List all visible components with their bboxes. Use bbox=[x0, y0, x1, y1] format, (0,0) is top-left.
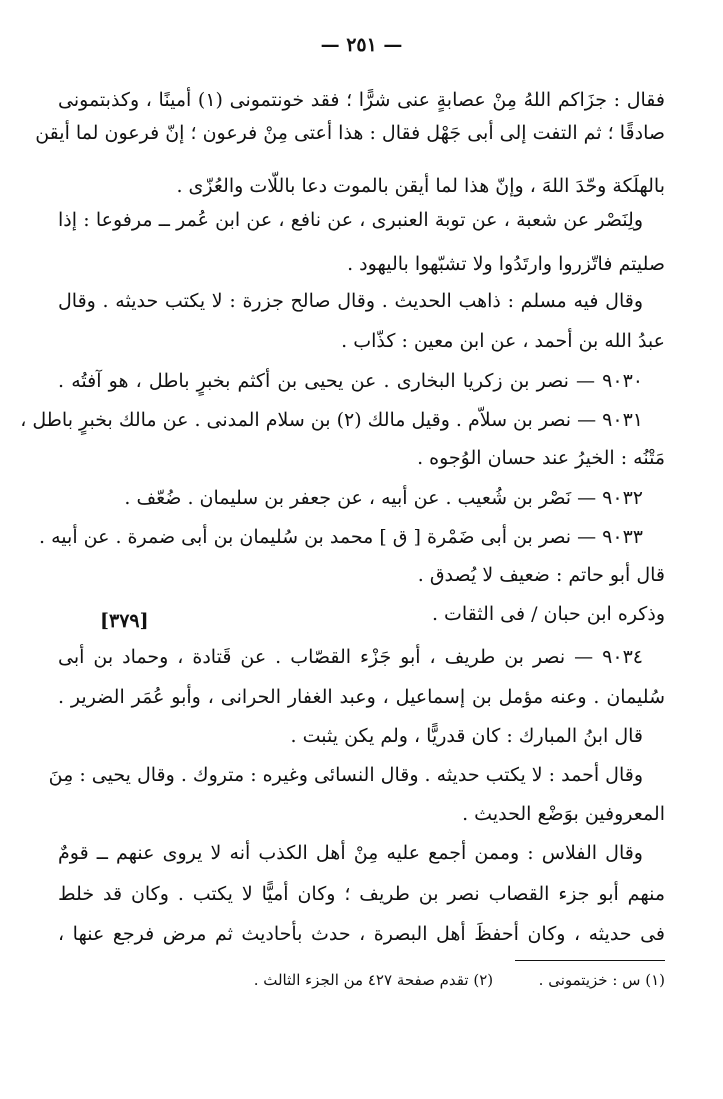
footnote-2: (٢) تقدم صفحة ٤٢٧ من الجزء الثالث . bbox=[253, 971, 494, 989]
text-line: المعروفين بوَضْع الحديث . bbox=[462, 803, 665, 825]
footnote-divider bbox=[515, 960, 665, 961]
text-line: صادقًا ؛ ثم التفت إلى أبى جَهْل فقال : هذا أعتى مِنْ فرعون ؛ إنّ فرعون لما أيقن bbox=[35, 122, 665, 144]
entry-9030: ٩٠٣٠ — نصر بن زكريا البخارى . عن يحيى بن أكثم بخبرٍ باطل ، هو آفتُه . bbox=[58, 370, 643, 392]
entry-9034: ٩٠٣٤ — نصر بن طريف ، أبو جَزْء القصّاب . عن قَتادة ، وحماد بن أبى bbox=[58, 646, 643, 668]
text-line: قال ابنُ المبارك : كان قدريًّا ، ولم يكن يثبت . bbox=[290, 725, 643, 747]
text-line: سُليمان . وعنه مؤمل بن إسماعيل ، وعبد الغفار الحرانى ، وأبو عُمَر الضرير . bbox=[58, 686, 665, 708]
text-line: وقال الفلاس : وممن أجمع عليه مِنْ أهل الكذب أنه لا يروى عنهم ــ قومٌ bbox=[58, 842, 643, 864]
footnote-1: (١) س : خزيتمونى . bbox=[538, 971, 665, 989]
text-line: منهم أبو جزء القصاب نصر بن طريف ؛ وكان أميًّا لا يكتب . وكان قد خلط bbox=[58, 883, 665, 905]
text-line: وذكره ابن حبان / فى الثقات . bbox=[431, 603, 665, 625]
text-line: وقال أحمد : لا يكتب حديثه . وقال النسائى وغيره : متروك . وقال يحيى : مِنَ bbox=[48, 764, 643, 786]
text-line: مَتْنُه : الخيرُ عند حسان الوُجوه . bbox=[417, 447, 665, 469]
text-line: عبدُ الله بن أحمد ، عن ابن معين : كذّاب . bbox=[341, 330, 665, 352]
text-line: فقال : جزَاكم اللهُ مِنْ عصابةٍ عنى شرًّا ؛ فقد خونتمونى (١) أمينًا ، وكذبتمونى bbox=[58, 89, 665, 111]
text-line: وقال فيه مسلم : ذاهب الحديث . وقال صالح جزرة : لا يكتب حديثه . وقال bbox=[58, 290, 643, 312]
entry-9032: ٩٠٣٢ — نَصْر بن شُعيب . عن أبيه ، عن جعفر بن سليمان . ضُعّف . bbox=[124, 487, 643, 509]
page-number: — ٢٥١ — bbox=[320, 34, 403, 56]
text-line: ولِنَصْر عن شعبة ، عن توبة العنبرى ، عن نافع ، عن ابن عُمر ــ مرفوعا : إذا bbox=[58, 209, 643, 231]
text-line: بالهلَكة وحّدَ اللهَ ، وإنّ هذا لما أيقن بالموت دعا باللّات والعُزّى . bbox=[176, 175, 665, 197]
entry-9031: ٩٠٣١ — نصر بن سلاّم . وقيل مالك (٢) بن سلام المدنى . عن مالك بخبرٍ باطل ، bbox=[20, 409, 643, 431]
footnotes bbox=[58, 969, 665, 991]
text-line: فى حديثه ، وكان أحفظَ أهل البصرة ، حدث بأحاديث ثم مرض فرجع عنها ، bbox=[58, 923, 665, 945]
entry-9033: ٩٠٣٣ — نصر بن أبى ضَمْرة [ ق ] محمد بن سُليمان بن أبى ضمرة . عن أبيه . bbox=[39, 526, 643, 548]
text-line: قال أبو حاتم : ضعيف لا يُصدق . bbox=[417, 564, 665, 586]
text-line: صليتم فاتّزروا وارتَدُوا ولا تشبّهوا باليهود . bbox=[347, 253, 665, 275]
margin-page-reference: [٣٧٩] bbox=[100, 610, 149, 632]
